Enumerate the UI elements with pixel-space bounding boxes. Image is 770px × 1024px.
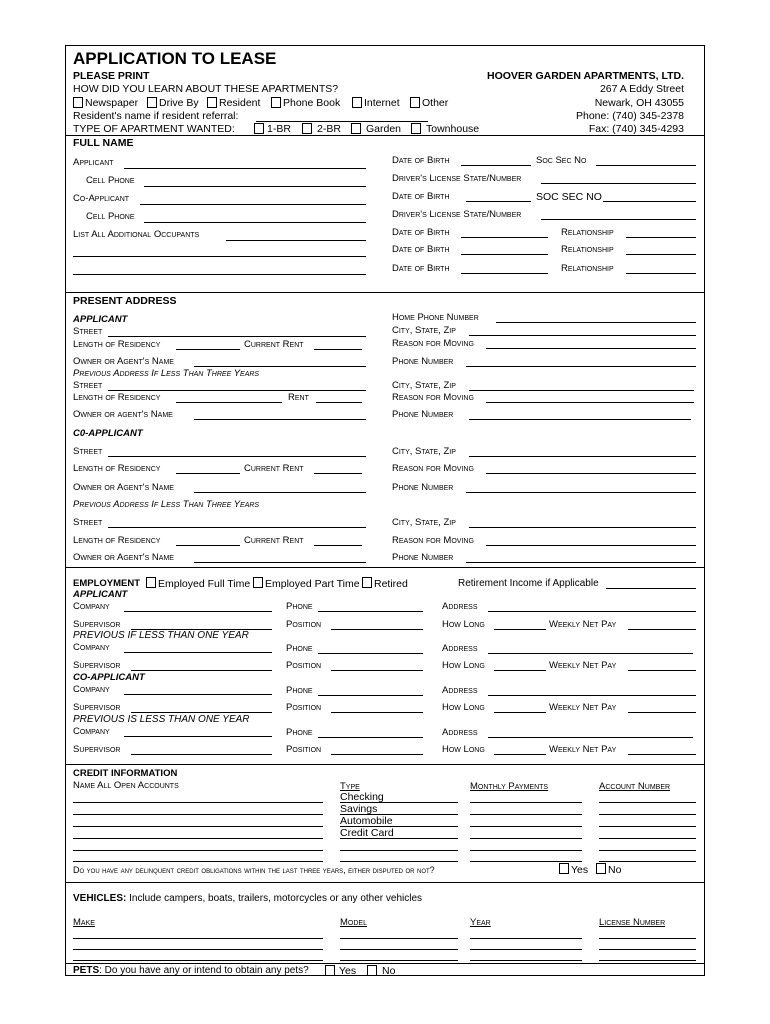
co-owner-phone-label: Phone Number	[392, 482, 454, 493]
prev-weekly-pay-label: Weekly Net Pay	[549, 660, 617, 671]
applicant-prev-reason-label: Reason for Moving	[392, 392, 474, 403]
applicant-label: Applicant	[73, 157, 114, 168]
co-applicant-dob-label: Date of Birth	[392, 191, 450, 202]
delinquent-yes-label: Yes	[571, 864, 589, 876]
occupant1-relationship-label: Relationship	[561, 227, 614, 238]
applicant-dob-label: Date of Birth	[392, 155, 450, 166]
vehicle-year-field[interactable]	[470, 960, 582, 961]
prev-position-field[interactable]	[331, 670, 423, 671]
prev-address-field[interactable]	[488, 653, 693, 654]
co-prev-owner-phone-field[interactable]	[466, 562, 696, 563]
townhouse-checkbox[interactable]	[411, 123, 421, 134]
occupant2-dob-label: Date of Birth	[392, 244, 450, 255]
applicant-prev-owner-phone-label: Phone Number	[392, 409, 454, 420]
model-header: Model	[340, 917, 367, 928]
co-prev-company-label: Company	[73, 726, 110, 737]
co-prev-street-field[interactable]	[108, 527, 366, 528]
account-type-field[interactable]	[340, 814, 458, 815]
applicant-city-label: City, State, Zip	[392, 325, 456, 336]
1br-label: 1-BR	[267, 123, 291, 135]
applicant-cell-label: Cell Phone	[86, 175, 135, 186]
emp-applicant-heading: APPLICANT	[73, 589, 128, 600]
account-number-field[interactable]	[599, 850, 696, 851]
monthly-payment-field[interactable]	[470, 802, 582, 803]
co-emp-weekly-pay-label: Weekly Net Pay	[549, 702, 617, 713]
applicant-prev-city-label: City, State, Zip	[392, 380, 456, 391]
co-applicant-cell-label: Cell Phone	[86, 211, 135, 222]
monthly-payment-field[interactable]	[470, 826, 582, 827]
company-fax: Fax: (740) 345-4293	[588, 123, 684, 135]
co-emp-prev-heading: PREVIOUS IS LESS THAN ONE YEAR	[73, 714, 250, 725]
applicant-cell-field[interactable]	[144, 186, 366, 187]
emp-weekly-pay-field[interactable]	[628, 629, 696, 630]
pets-line	[73, 965, 309, 977]
prev-company-field[interactable]	[124, 652, 272, 653]
section-divider	[66, 567, 704, 568]
pets-yes-label: Yes	[339, 965, 357, 977]
applicant-prev-owner-label: Owner or agent's Name	[73, 409, 173, 420]
monthly-payment-field[interactable]	[470, 861, 582, 862]
account-number-field[interactable]	[599, 838, 696, 839]
account-header: Account Number	[599, 781, 671, 792]
co-emp-address-field[interactable]	[488, 695, 696, 696]
prev-supervisor-label: Supervisor	[73, 660, 121, 671]
account-name-field[interactable]	[73, 861, 323, 862]
drive-by-label: Drive By	[159, 97, 199, 109]
occupant-field-1[interactable]	[226, 240, 366, 241]
co-emp-how-long-field[interactable]	[494, 712, 546, 713]
co-prev-weekly-pay-label: Weekly Net Pay	[549, 744, 617, 755]
vehicles-line	[73, 893, 422, 905]
emp-phone-field[interactable]	[318, 611, 423, 612]
co-rent-field[interactable]	[314, 473, 362, 474]
co-emp-phone-field[interactable]	[318, 695, 423, 696]
co-emp-company-field[interactable]	[124, 694, 272, 695]
occupant1-dob-field[interactable]	[461, 237, 548, 238]
occupant3-relationship-label: Relationship	[561, 263, 614, 274]
type-credit-card: Credit Card	[340, 827, 394, 839]
vehicle-year-field[interactable]	[470, 949, 582, 950]
occupant3-dob-field[interactable]	[461, 273, 548, 274]
vehicle-make-field[interactable]	[73, 960, 323, 961]
applicant-prev-reason-field[interactable]	[486, 402, 694, 403]
emp-address-label: Address	[442, 601, 478, 612]
co-applicant-ssn-label: SOC SEC NO	[536, 191, 602, 203]
co-prev-phone-label: Phone	[286, 727, 313, 738]
co-prev-address-field[interactable]	[488, 737, 693, 738]
account-type-field[interactable]	[340, 838, 458, 839]
co-reason-label: Reason for Moving	[392, 463, 474, 474]
account-name-field[interactable]	[73, 802, 323, 803]
co-prev-owner-label: Owner or Agent's Name	[73, 552, 174, 563]
applicant-rent-field[interactable]	[314, 349, 362, 350]
account-name-field[interactable]	[73, 814, 323, 815]
section-divider	[66, 963, 704, 964]
applicant-license-field[interactable]	[541, 183, 696, 184]
co-applicant-name-field[interactable]	[140, 204, 366, 205]
other-checkbox[interactable]	[410, 97, 420, 108]
co-emp-address-label: Address	[442, 685, 478, 696]
prev-how-long-label: How Long	[442, 660, 485, 671]
present-co-applicant-heading: C0-APPLICANT	[73, 428, 143, 439]
internet-checkbox[interactable]	[352, 97, 362, 108]
account-name-field[interactable]	[73, 838, 323, 839]
co-applicant-cell-field[interactable]	[144, 222, 366, 223]
type-automobile: Automobile	[340, 815, 393, 827]
applicant-prev-owner-phone-field[interactable]	[469, 419, 691, 420]
applicant-reason-field[interactable]	[486, 348, 696, 349]
occupants-label: List All Additional Occupants	[73, 229, 200, 240]
full-name-heading: FULL NAME	[73, 137, 134, 149]
pets-yes-checkbox[interactable]	[325, 965, 335, 976]
vehicle-make-field[interactable]	[73, 938, 323, 939]
co-emp-position-label: Position	[286, 702, 322, 713]
account-name-field[interactable]	[73, 850, 323, 851]
applicant-prev-length-label: Length of Residency	[73, 392, 161, 403]
newspaper-label: Newspaper	[85, 97, 139, 109]
applicant-name-field[interactable]	[124, 168, 366, 169]
applicant-owner-phone-field[interactable]	[466, 366, 696, 367]
co-emp-how-long-label: How Long	[442, 702, 485, 713]
delinquent-no-checkbox[interactable]	[596, 863, 606, 874]
page-title: APPLICATION TO LEASE	[73, 49, 277, 68]
co-prev-position-field[interactable]	[331, 754, 423, 755]
emp-position-field[interactable]	[331, 629, 423, 630]
co-reason-field[interactable]	[486, 473, 696, 474]
vehicle-license-field[interactable]	[599, 938, 696, 939]
type-header: Type	[340, 781, 360, 792]
applicant-ssn-label: Soc Sec No	[536, 155, 587, 166]
year-header: Year	[470, 917, 491, 928]
applicant-prev-street-label: Street	[73, 380, 103, 391]
co-emp-company-label: Company	[73, 684, 110, 695]
referral-label: Resident's name if resident referral:	[73, 110, 239, 122]
pets-no-label: No	[382, 965, 396, 977]
vehicle-model-field[interactable]	[340, 949, 458, 950]
please-print-label: PLEASE PRINT	[73, 70, 150, 82]
full-time-label: Employed Full Time	[158, 578, 251, 590]
co-street-field[interactable]	[108, 456, 366, 457]
co-owner-label: Owner or Agent's Name	[73, 482, 174, 493]
emp-co-applicant-heading: CO-APPLICANT	[73, 672, 145, 683]
account-number-field[interactable]	[599, 826, 696, 827]
co-prev-supervisor-label: Supervisor	[73, 744, 121, 755]
monthly-payment-field[interactable]	[470, 850, 582, 851]
account-type-field[interactable]	[340, 826, 458, 827]
delinquent-yes-checkbox[interactable]	[559, 863, 569, 874]
emp-address-field[interactable]	[488, 611, 696, 612]
company-address-street: 267 A Eddy Street	[599, 83, 684, 95]
applicant-city-field[interactable]	[469, 335, 696, 336]
co-prev-owner-field[interactable]	[194, 562, 366, 563]
co-prev-weekly-pay-field[interactable]	[628, 754, 696, 755]
2br-label: 2-BR	[317, 123, 341, 135]
prev-address-label: Address	[442, 643, 478, 654]
occupant2-relationship-field[interactable]	[626, 254, 696, 255]
co-prev-address-label: Address	[442, 727, 478, 738]
resident-checkbox[interactable]	[207, 97, 217, 108]
occupant-field-3[interactable]	[73, 274, 366, 275]
monthly-payment-field[interactable]	[470, 838, 582, 839]
pets-heading: PETS	[73, 965, 100, 976]
co-emp-supervisor-field[interactable]	[131, 712, 272, 713]
co-prev-city-label: City, State, Zip	[392, 517, 456, 528]
employment-heading: EMPLOYMENT	[73, 578, 141, 589]
applicant-prev-length-field[interactable]	[176, 402, 282, 403]
retired-label: Retired	[374, 578, 408, 590]
vehicle-make-field[interactable]	[73, 949, 323, 950]
account-number-field[interactable]	[599, 861, 696, 862]
monthly-payment-field[interactable]	[470, 814, 582, 815]
applicant-dob-field[interactable]	[461, 165, 531, 166]
vehicles-heading: VEHICLES:	[73, 893, 127, 904]
co-prev-street-label: Street	[73, 517, 103, 528]
applicant-street-label: Street	[73, 326, 103, 337]
emp-prev-heading: PREVIOUS IF LESS THAN ONE YEAR	[73, 630, 249, 641]
lease-application-form	[65, 45, 705, 976]
applicant-ssn-field[interactable]	[596, 165, 696, 166]
applicant-street-field[interactable]	[108, 336, 366, 337]
type-wanted-label: TYPE OF APARTMENT WANTED:	[73, 123, 235, 135]
monthly-header: Monthly Payments	[470, 781, 549, 792]
section-divider	[66, 764, 704, 765]
co-applicant-label: Co-Applicant	[73, 193, 130, 204]
co-prev-reason-label: Reason for Moving	[392, 535, 474, 546]
part-time-checkbox[interactable]	[253, 577, 263, 588]
co-prev-length-field[interactable]	[176, 545, 240, 546]
vehicle-model-field[interactable]	[340, 960, 458, 961]
account-number-field[interactable]	[599, 802, 696, 803]
co-city-field[interactable]	[469, 456, 696, 457]
occupant2-relationship-label: Relationship	[561, 244, 614, 255]
drive-by-checkbox[interactable]	[147, 97, 157, 108]
applicant-prev-rent-field[interactable]	[316, 402, 362, 403]
co-prev-owner-phone-label: Phone Number	[392, 552, 454, 563]
co-applicant-license-field[interactable]	[541, 219, 696, 220]
prev-how-long-field[interactable]	[494, 670, 546, 671]
emp-how-long-field[interactable]	[494, 629, 546, 630]
how-learn-question: HOW DID YOU LEARN ABOUT THESE APARTMENTS?	[73, 83, 339, 95]
applicant-prev-owner-field[interactable]	[194, 419, 366, 420]
co-length-label: Length of Residency	[73, 463, 161, 474]
present-applicant-heading: APPLICANT	[73, 314, 128, 325]
co-emp-weekly-pay-field[interactable]	[628, 712, 696, 713]
garden-label: Garden	[366, 123, 402, 135]
co-prev-phone-field[interactable]	[318, 737, 423, 738]
section-divider	[66, 292, 704, 293]
co-applicant-license-label: Driver's License State/Number	[392, 209, 522, 220]
company-name: HOOVER GARDEN APARTMENTS, LTD.	[487, 70, 684, 82]
co-rent-label: Current Rent	[244, 463, 304, 474]
applicant-license-label: Driver's License State/Number	[392, 173, 522, 184]
prev-phone-field[interactable]	[318, 653, 423, 654]
prev-weekly-pay-field[interactable]	[628, 670, 696, 671]
co-emp-phone-label: Phone	[286, 685, 313, 696]
co-emp-position-field[interactable]	[331, 712, 423, 713]
part-time-label: Employed Part Time	[265, 578, 360, 590]
applicant-previous-label: Previous Address If Less Than Three Years	[73, 368, 260, 379]
vehicle-license-field[interactable]	[599, 960, 696, 961]
applicant-length-field[interactable]	[176, 349, 240, 350]
newspaper-checkbox[interactable]	[73, 97, 83, 108]
vehicle-license-field[interactable]	[599, 949, 696, 950]
co-prev-city-field[interactable]	[469, 527, 696, 528]
emp-company-field[interactable]	[124, 611, 272, 612]
occupant2-dob-field[interactable]	[461, 254, 548, 255]
phone-book-checkbox[interactable]	[271, 97, 281, 108]
prev-supervisor-field[interactable]	[131, 670, 272, 671]
emp-company-label: Company	[73, 601, 110, 612]
applicant-prev-city-field[interactable]	[469, 390, 694, 391]
co-prev-rent-field[interactable]	[314, 545, 362, 546]
account-type-field[interactable]	[340, 861, 458, 862]
co-street-label: Street	[73, 446, 103, 457]
prev-company-label: Company	[73, 642, 110, 653]
applicant-length-label: Length of Residency	[73, 339, 161, 350]
co-owner-phone-field[interactable]	[466, 492, 696, 493]
occupant1-dob-label: Date of Birth	[392, 227, 450, 238]
1br-checkbox[interactable]	[254, 123, 264, 134]
account-name-field[interactable]	[73, 826, 323, 827]
applicant-owner-field[interactable]	[194, 366, 366, 367]
occupant3-dob-label: Date of Birth	[392, 263, 450, 274]
referral-field[interactable]	[256, 121, 428, 122]
prev-position-label: Position	[286, 660, 322, 671]
prev-phone-label: Phone	[286, 643, 313, 654]
co-previous-label: Previous Address If Less Than Three Years	[73, 499, 260, 510]
co-prev-how-long-field[interactable]	[494, 754, 546, 755]
applicant-home-phone-label: Home Phone Number	[392, 312, 479, 323]
co-prev-position-label: Position	[286, 744, 322, 755]
co-emp-supervisor-label: Supervisor	[73, 702, 121, 713]
co-prev-reason-field[interactable]	[486, 545, 696, 546]
co-prev-how-long-label: How Long	[442, 744, 485, 755]
other-label: Other	[422, 97, 449, 109]
account-type-field[interactable]	[340, 802, 458, 803]
emp-phone-label: Phone	[286, 601, 313, 612]
company-phone: Phone: (740) 345-2378	[576, 110, 684, 122]
delinquent-no-label: No	[608, 864, 622, 876]
section-divider	[66, 882, 704, 883]
type-checking: Checking	[340, 791, 384, 803]
2br-checkbox[interactable]	[302, 123, 312, 134]
co-owner-field[interactable]	[194, 492, 366, 493]
applicant-home-phone-field[interactable]	[496, 322, 696, 323]
account-type-field[interactable]	[340, 850, 458, 851]
vehicle-model-field[interactable]	[340, 938, 458, 939]
make-header: Make	[73, 917, 95, 928]
applicant-reason-label: Reason for Moving	[392, 338, 474, 349]
co-prev-length-label: Length of Residency	[73, 535, 161, 546]
co-prev-company-field[interactable]	[124, 736, 272, 737]
co-applicant-dob-field[interactable]	[466, 201, 531, 202]
section-divider	[66, 135, 704, 136]
credit-heading: CREDIT INFORMATION	[73, 768, 178, 779]
applicant-prev-rent-label: Rent	[288, 392, 309, 403]
occupant1-relationship-field[interactable]	[626, 237, 696, 238]
applicant-prev-street-field[interactable]	[108, 390, 366, 391]
co-prev-supervisor-field[interactable]	[131, 754, 272, 755]
phone-book-label: Phone Book	[283, 97, 341, 109]
name-accounts-label: Name All Open Accounts	[73, 780, 179, 791]
account-number-field[interactable]	[599, 814, 696, 815]
vehicles-description: Include campers, boats, trailers, motorcycles or any other vehicles	[126, 893, 423, 904]
emp-supervisor-label: Supervisor	[73, 619, 121, 630]
license-header: License Number	[599, 917, 666, 928]
vehicle-year-field[interactable]	[470, 938, 582, 939]
occupant3-relationship-field[interactable]	[626, 273, 696, 274]
internet-label: Internet	[364, 97, 400, 109]
retirement-income-label: Retirement Income if Applicable	[458, 578, 599, 589]
co-city-label: City, State, Zip	[392, 446, 456, 457]
delinquent-question: Do you have any delinquent credit obligations within the last three years, either disputed or not?	[73, 865, 435, 875]
company-address-city: Newark, OH 43055	[594, 97, 684, 109]
present-address-heading: PRESENT ADDRESS	[73, 295, 177, 307]
emp-position-label: Position	[286, 619, 322, 630]
full-time-checkbox[interactable]	[146, 577, 156, 588]
emp-weekly-pay-label: Weekly Net Pay	[549, 619, 617, 630]
garden-checkbox[interactable]	[351, 123, 361, 134]
pets-no-checkbox[interactable]	[367, 965, 377, 976]
co-prev-rent-label: Current Rent	[244, 535, 304, 546]
applicant-owner-phone-label: Phone Number	[392, 356, 454, 367]
applicant-owner-label: Owner or Agent's Name	[73, 356, 174, 367]
co-applicant-ssn-field[interactable]	[603, 201, 696, 202]
co-length-field[interactable]	[176, 473, 240, 474]
townhouse-label: Townhouse	[426, 123, 480, 135]
retired-checkbox[interactable]	[362, 577, 372, 588]
applicant-rent-label: Current Rent	[244, 339, 304, 350]
emp-how-long-label: How Long	[442, 619, 485, 630]
resident-label: Resident	[219, 97, 261, 109]
retirement-income-field[interactable]	[606, 588, 696, 589]
occupant-field-2[interactable]	[73, 256, 366, 257]
type-savings: Savings	[340, 803, 378, 815]
pets-question: : Do you have any or intend to obtain any pets?	[99, 965, 309, 976]
